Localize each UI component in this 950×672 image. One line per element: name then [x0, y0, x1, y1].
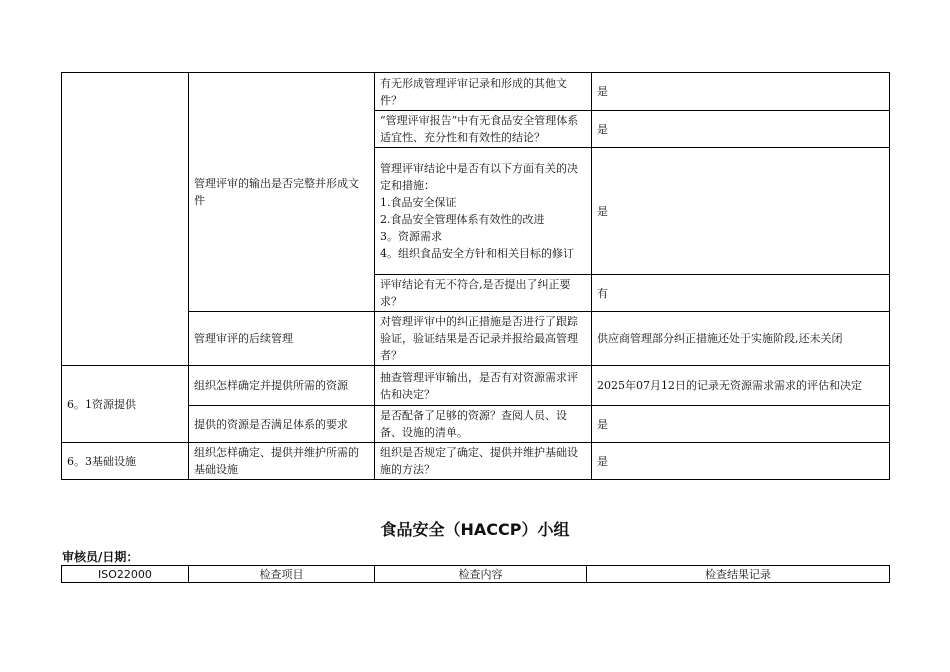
result-cell: 2025年07月12日的记录无资源需求需求的评估和决定 [592, 366, 890, 406]
header-standard: ISO22000 [62, 566, 189, 583]
content-cell: “管理评审报告”中有无食品安全管理体系适宜性、充分性和有效性的结论？ [375, 111, 592, 148]
table-row [62, 443, 890, 480]
result-cell: 是 [592, 406, 890, 443]
item-cell: 组织怎样确定、提供并维护所需的基础设施 [189, 443, 375, 480]
audit-checklist-table [61, 72, 890, 480]
content-cell: 是否配备了足够的资源？查阅人员、设备、设施的清单。 [375, 406, 592, 443]
header-row [62, 566, 890, 583]
header-content: 检查内容 [375, 566, 587, 583]
header-item: 检查项目 [189, 566, 375, 583]
item-cell: 组织怎样确定并提供所需的资源 [189, 366, 375, 406]
standard-cell: 6。3基础设施 [62, 443, 189, 480]
section-heading: 食品安全（HACCP）小组 [380, 520, 570, 539]
content-cell: 有无形成管理评审记录和形成的其他文件？ [375, 73, 592, 111]
result-cell: 是 [592, 443, 890, 480]
result-cell: 供应商管理部分纠正措施还处于实施阶段,还未关闭 [592, 312, 890, 366]
checklist-header-table [61, 565, 890, 583]
content-cell: 组织是否规定了确定、提供并维护基础设施的方法？ [375, 443, 592, 480]
result-cell: 有 [592, 275, 890, 312]
content-cell: 管理评审结论中是否有以下方面有关的决定和措施： 1.食品安全保证 2.食品安全管理体系有效性的改进 3。资源需求 4。组织食品安全方针和相关目标的修订 [375, 148, 592, 275]
result-cell: 是 [592, 111, 890, 148]
content-cell: 对管理评审中的纠正措施是否进行了跟踪验证，验证结果是否记录并报给最高管理者？ [375, 312, 592, 366]
table-row [62, 73, 890, 111]
content-cell: 抽查管理评审输出，是否有对资源需求评估和决定？ [375, 366, 592, 406]
item-cell: 管理审评的后续管理 [189, 312, 375, 366]
item-cell: 提供的资源是否满足体系的要求 [189, 406, 375, 443]
auditor-date-label: 审核员/日期： [62, 550, 139, 564]
result-cell: 是 [592, 73, 890, 111]
content-cell: 评审结论有无不符合,是否提出了纠正要求？ [375, 275, 592, 312]
standard-cell [62, 73, 189, 366]
standard-cell: 6。1资源提供 [62, 366, 189, 443]
table-row [62, 366, 890, 406]
header-result: 检查结果记录 [587, 566, 890, 583]
item-cell: 管理评审的输出是否完整并形成文件 [189, 73, 375, 312]
result-cell: 是 [592, 148, 890, 275]
